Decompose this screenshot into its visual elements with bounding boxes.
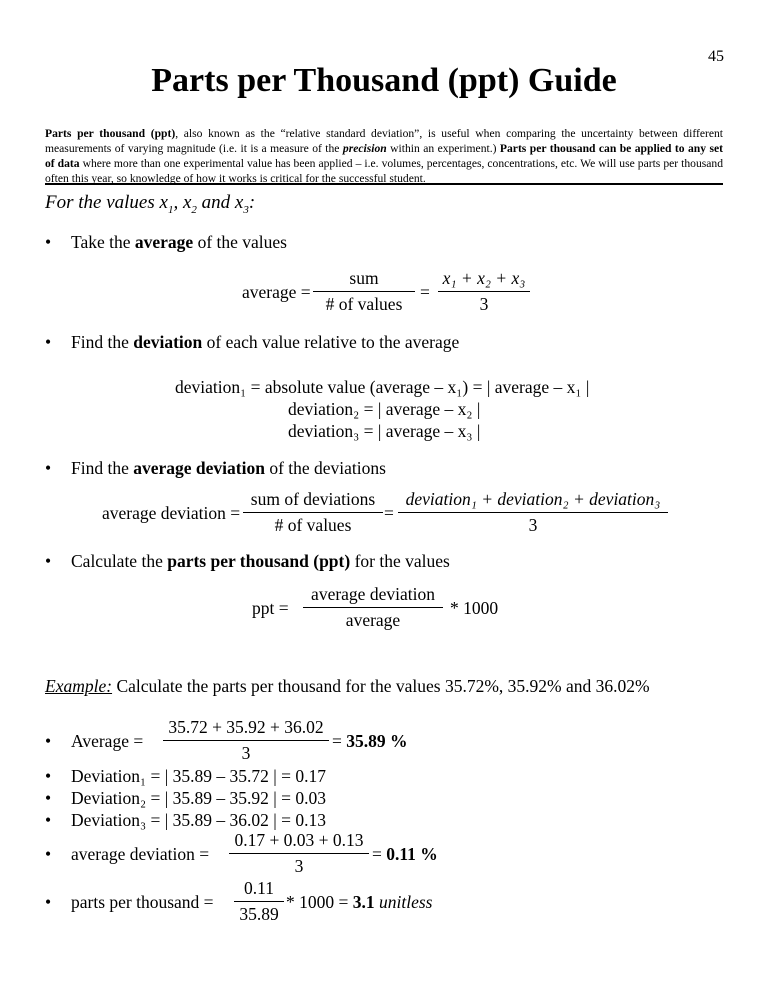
step3-bold: average deviation (133, 458, 265, 478)
average-formula-numerator: x₁ + x₂ + x₃ (438, 268, 530, 292)
bullet-icon: • (45, 766, 52, 786)
example-ad-numerator: 0.17 + 0.03 + 0.13 (229, 830, 369, 854)
example-label: Example: (45, 676, 113, 696)
intro-precision: precision (342, 142, 387, 155)
example-ad-lhs: average deviation = (71, 844, 210, 864)
ppt-fraction (303, 584, 443, 631)
step2-after: of each value relative to the average (202, 332, 460, 352)
example-average-result: 35.89 % (346, 731, 408, 751)
average-deviation-lhs: average deviation = (102, 503, 241, 523)
average-lhs: average = (242, 282, 311, 302)
intro-text-2: within an experiment.) (386, 142, 500, 155)
intro-text-3: where more than one experimental value has been applied – i.e. volumes, percentages, concentrations, etc. We will use parts per thousand often this year, so knowledge of how it works is critical for the successful student. (45, 157, 723, 185)
divider (45, 183, 723, 185)
for-values-heading (45, 192, 255, 216)
bullet-icon: • (45, 810, 52, 830)
sub-2: 2 (191, 203, 197, 216)
example-average-equals: = (332, 731, 342, 751)
example-heading (45, 676, 650, 697)
deviation-line-3: deviation₃ = | average – x₃ | (288, 421, 481, 441)
example-ppt-fraction (234, 878, 284, 925)
intro-text-1: , also known as the “relative standard deviation”, is useful when comparing the uncertainty between different measurements of varying magnitude (i.e. it is a measure of the (45, 127, 723, 155)
example-average-result-line (332, 731, 408, 752)
step-ppt (45, 551, 450, 572)
ppt-denominator: average (345, 610, 401, 630)
ppt-multiplier: * 1000 (450, 598, 499, 618)
example-deviation-3-text: Deviation₃ = | 35.89 – 36.02 | = 0.13 (71, 810, 326, 830)
step3-after: of the deviations (264, 458, 386, 478)
average-numerator: sum (313, 268, 415, 292)
average-equals: = (420, 282, 430, 302)
average-deviation-formula-fraction (398, 489, 668, 536)
sep-2: and x (196, 192, 244, 213)
example-ppt-denominator: 35.89 (239, 904, 279, 924)
intro-paragraph (45, 126, 723, 186)
example-ppt-result-line (286, 892, 432, 913)
example-average (45, 731, 143, 752)
bullet-icon: • (45, 458, 52, 478)
for-values-prefix: For the values x (45, 192, 168, 213)
average-deviation-formula-denominator: 3 (528, 515, 538, 535)
step3-before: Find the (71, 458, 134, 478)
bullet-icon: • (45, 232, 52, 252)
step4-after: for the values (350, 551, 450, 571)
step-average-deviation (45, 458, 386, 479)
average-deviation-numerator: sum of deviations (243, 489, 383, 513)
average-formula-denominator: 3 (479, 294, 489, 314)
deviation-line-1: deviation₁ = absolute value (average – x₁) = | average – x₁ | (175, 377, 590, 397)
example-ad-result-line (372, 844, 438, 865)
ppt-numerator: average deviation (303, 584, 443, 608)
example-deviation-1 (45, 766, 326, 787)
step1-after: of the values (193, 232, 287, 252)
example-ppt-lhs: parts per thousand = (71, 892, 214, 912)
bullet-icon: • (45, 332, 52, 352)
example-average-fraction (163, 717, 329, 764)
example-deviation-2 (45, 788, 326, 809)
bullet-icon: • (45, 788, 52, 808)
average-deviation-formula-numerator: deviation₁ + deviation₂ + deviation₃ (398, 489, 668, 513)
deviation-line-2: deviation₂ = | average – x₂ | (288, 399, 481, 419)
example-average-deviation (45, 844, 209, 865)
step4-bold: parts per thousand (ppt) (167, 551, 351, 571)
average-formula-fraction (438, 268, 530, 315)
intro-bold-sentence: Parts per thousand can be applied to any set of data (45, 142, 723, 170)
page-title: Parts per Thousand (ppt) Guide (151, 62, 617, 99)
bullet-icon: • (45, 731, 52, 751)
example-ad-denominator: 3 (294, 856, 304, 876)
for-values-suffix: : (248, 192, 256, 213)
example-ppt-result: 3.1 (352, 892, 375, 912)
step2-before: Find the (71, 332, 134, 352)
example-ad-equals: = (372, 844, 382, 864)
sep-1: , x (173, 192, 192, 213)
example-ppt-unit: unitless (379, 892, 433, 912)
average-fraction (313, 268, 415, 315)
intro-term: Parts per thousand (ppt) (45, 127, 176, 140)
example-ppt-mid: * 1000 = (286, 892, 349, 912)
step1-before: Take the (71, 232, 135, 252)
average-denominator: # of values (325, 294, 403, 314)
example-ad-fraction (229, 830, 369, 877)
example-ad-result: 0.11 % (386, 844, 438, 864)
example-deviation-1-text: Deviation₁ = | 35.89 – 35.72 | = 0.17 (71, 766, 326, 786)
example-average-numerator: 35.72 + 35.92 + 36.02 (163, 717, 329, 741)
bullet-icon: • (45, 892, 52, 912)
example-average-lhs: Average = (71, 731, 144, 751)
sub-3: 3 (243, 203, 249, 216)
page-number: 45 (708, 48, 724, 65)
example-deviation-3 (45, 810, 326, 831)
example-average-denominator: 3 (241, 743, 251, 763)
sub-1: 1 (167, 203, 174, 216)
example-ppt-numerator: 0.11 (234, 878, 284, 902)
step-deviation (45, 332, 459, 353)
bullet-icon: • (45, 551, 52, 571)
step2-bold: deviation (133, 332, 203, 352)
average-deviation-equals: = (384, 503, 394, 523)
step-average (45, 232, 287, 253)
average-deviation-denominator: # of values (274, 515, 352, 535)
example-ppt (45, 892, 214, 913)
ppt-lhs: ppt = (252, 598, 289, 618)
average-deviation-fraction (243, 489, 383, 536)
step1-bold: average (134, 232, 194, 252)
example-deviation-2-text: Deviation₂ = | 35.89 – 35.92 | = 0.03 (71, 788, 326, 808)
bullet-icon: • (45, 844, 52, 864)
example-text: Calculate the parts per thousand for the values 35.72%, 35.92% and 36.02% (112, 676, 650, 696)
step4-before: Calculate the (71, 551, 168, 571)
